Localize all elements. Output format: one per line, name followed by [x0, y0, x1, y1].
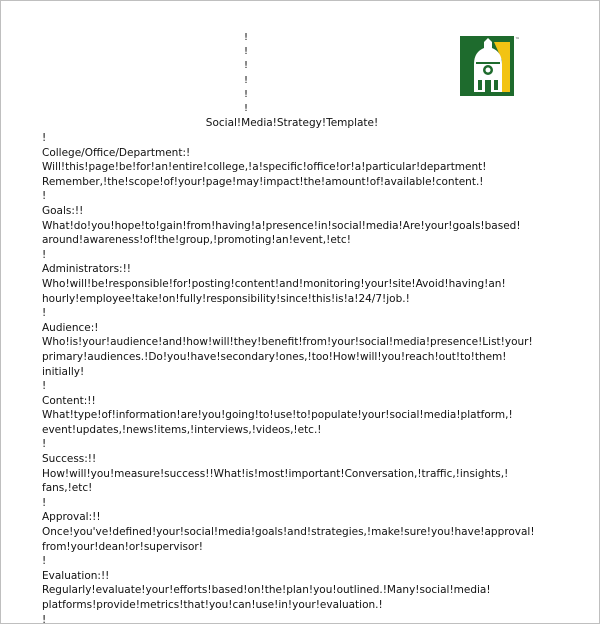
section-line: initially! — [42, 365, 85, 378]
section-heading: Administrators:!! — [42, 263, 132, 276]
top-marks — [244, 31, 248, 116]
tower-logo-icon — [460, 34, 522, 98]
trademark-mark: ™ — [515, 37, 520, 43]
top-mark: ! — [244, 88, 249, 100]
section-line: fans,!etc! — [42, 482, 93, 495]
section-heading: Audience:! — [42, 321, 99, 334]
section-heading: Approval:!! — [42, 511, 101, 524]
section-line: What!type!of!information!are!you!going!to!use!to!populate!your!social!media!platform,! — [42, 409, 513, 422]
section-line: Who!will!be!responsible!for!posting!content!and!monitoring!your!site!Avoid!having!an! — [42, 277, 506, 290]
section-line: event!updates,!news!items,!interviews,!videos,!etc.! — [42, 423, 322, 436]
section-heading: Goals:!! — [42, 204, 84, 217]
top-mark: ! — [244, 60, 249, 72]
section-line: What!do!you!hope!to!gain!from!having!a!presence!in!social!media!Are!your!goals!based! — [42, 219, 521, 232]
section-line: from!your!dean!or!supervisor! — [42, 540, 203, 553]
blank-line: ! — [42, 380, 47, 393]
top-mark: ! — [244, 74, 249, 86]
top-mark: ! — [244, 46, 249, 58]
section-line: platforms!provide!metrics!that!you!can!use!in!your!evaluation.! — [42, 599, 383, 611]
section-line: hourly!employee!take!on!fully!responsibility!since!this!is!a!24/7!job.! — [42, 292, 410, 305]
blank-line: ! — [42, 496, 47, 509]
blank-line: ! — [42, 613, 47, 626]
page-title: Social!Media!Strategy!Template! — [205, 117, 379, 129]
blank-line: ! — [42, 555, 47, 568]
top-mark: ! — [244, 102, 249, 114]
section-heading: Content:!! — [42, 394, 96, 407]
blank-line: ! — [42, 248, 47, 261]
top-mark: ! — [244, 32, 249, 43]
section-line: Regularly!evaluate!your!efforts!based!on!the!plan!you!outlined.!Many!social!media! — [42, 584, 491, 597]
blank-line: ! — [42, 307, 47, 320]
section-heading: College/Office/Department:! — [42, 146, 191, 159]
section-line: Remember,!the!scope!of!your!page!may!impact!the!amount!of!available!content.! — [42, 175, 484, 188]
blank-line: ! — [42, 438, 47, 451]
blank-line: ! — [42, 190, 47, 203]
blank-line: ! — [42, 132, 47, 144]
section-line: Will!this!page!be!for!an!entire!college,!a!specific!office!or!a!particular!department! — [42, 161, 487, 174]
section-line: How!will!you!measure!success!!What!is!most!important!Conversation,!traffic,!insights,! — [42, 467, 509, 480]
section-line: Once!you've!defined!your!social!media!goals!and!strategies,!make!sure!you!have!approval! — [42, 526, 535, 539]
section-line: Who!is!your!audience!and!how!will!they!benefit!from!your!social!media!presence!List!your! — [42, 336, 533, 349]
section-line: primary!audiences.!Do!you!have!secondary!ones,!too!How!will!you!reach!out!to!them! — [42, 350, 507, 363]
document-body — [42, 131, 594, 627]
section-line: around!awareness!of!the!group,!promoting!an!event,!etc! — [42, 234, 351, 247]
section-heading: Success:!! — [42, 453, 97, 466]
section-heading: Evaluation:!! — [42, 569, 110, 582]
